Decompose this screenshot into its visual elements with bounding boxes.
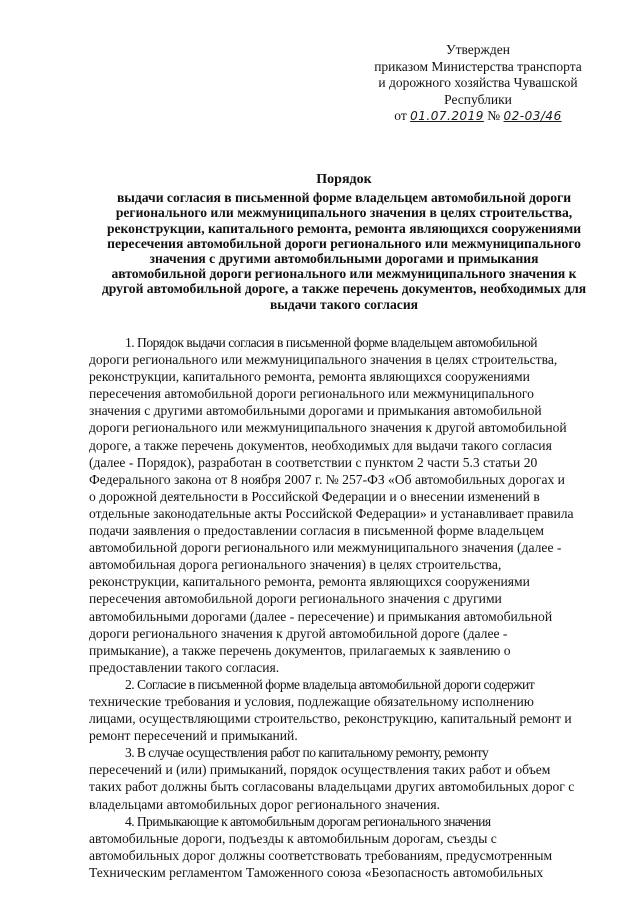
paragraph-line: 2. Согласие в письменной форме владельца автомобильной дороги содержит	[125, 676, 535, 692]
title-line: другой автомобильной дороге, а также перечень документов, необходимых для	[101, 281, 587, 297]
paragraph-line: дороге, а также перечень документов, необходимых для выдачи такого согласия	[89, 437, 552, 453]
paragraph-2	[89, 676, 603, 744]
approval-line: приказом Министерства транспорта	[374, 58, 582, 74]
paragraph-line: автомобильная дорога регионального значения) в целях строительства,	[89, 557, 502, 573]
document-title	[84, 172, 604, 312]
paragraph-1	[89, 334, 603, 676]
paragraph-line: подачи заявления о предоставлении согласия в письменной форме владельцем	[89, 523, 545, 539]
title-line: регионального или межмуниципального значения в целях строительства,	[115, 205, 573, 221]
title-line: выдачи согласия в письменной форме владельцем автомобильной дороги	[116, 190, 572, 206]
paragraph-line: Техническим регламентом Таможенного союза «Безопасность автомобильных	[89, 864, 544, 880]
paragraph-line: пересечений и (или) примыканий, порядок осуществления таких работ и объем	[89, 762, 551, 778]
paragraph-line: технические требования и условия, подлежащие обязательному исполнению	[89, 693, 534, 709]
approval-line: Утвержден	[446, 42, 510, 57]
paragraph-line: значения с другими автомобильными дорогами и примыкания автомобильной	[89, 403, 542, 419]
order-number: 02-03/46	[503, 109, 562, 123]
paragraph-line: автомобильной дороги регионального или межмуниципального значения (далее -	[89, 540, 562, 556]
paragraph-line: 4. Примыкающие к автомобильным дорогам регионального значения	[125, 813, 491, 829]
paragraph-line: примыкание), а также перечень документов, прилагаемых к заявлению о	[89, 642, 511, 658]
paragraph-line: таких работ должны быть согласованы владельцами других автомобильных дорог с	[89, 779, 575, 795]
title-line: значения с другими автомобильными дорогами и примыкания	[149, 251, 539, 267]
paragraph-line: владельцами автомобильных дорог регионального значения.	[89, 796, 441, 812]
paragraph-line: о дорожной деятельности в Российской Федерации и о внесении изменений в	[89, 488, 540, 504]
paragraph-line: реконструкции, капитального ремонта, ремонта являющихся сооружениями	[89, 369, 530, 385]
paragraph-line: отдельные законодательные акты Российской Федерации» и устанавливает правила	[89, 505, 574, 521]
title-line: реконструкции, капитального ремонта, ремонта являющихся сооружениями	[106, 220, 582, 236]
paragraph-line: предоставлении такого согласия.	[89, 659, 280, 675]
paragraph-line: 1. Порядок выдачи согласия в письменной форме владельцем автомобильной	[125, 335, 538, 350]
paragraph-line: дороги регионального значения к другой автомобильной дороге (далее -	[89, 625, 508, 641]
paragraph-line: дороги регионального или межмуниципального значения в целях строительства,	[89, 352, 558, 368]
paragraph-line: Федерального закона от 8 ноября 2007 г. № 257-ФЗ «Об автомобильных дорогах и	[89, 471, 565, 487]
title-line: пересечения автомобильной дороги регионального или межмуниципального	[107, 235, 581, 251]
approval-line: и дорожного хозяйства Чувашской	[378, 75, 578, 90]
order-date: 01.07.2019	[410, 109, 484, 123]
document-body	[89, 334, 603, 881]
paragraph-line: пересечения автомобильной дороги регионального значения с другими	[89, 591, 502, 607]
order-number-label: №	[487, 108, 501, 123]
paragraph-line: ремонт пересечений и примыканий.	[89, 728, 298, 744]
paragraph-4	[89, 813, 603, 881]
approval-line: Республики	[444, 91, 512, 107]
paragraph-line: дороги регионального или межмуниципального значения к другой автомобильной	[89, 420, 567, 436]
paragraph-line: пересечения автомобильной дороги регионального или межмуниципального	[89, 386, 534, 402]
paragraph-line: реконструкции, капитального ремонта, ремонта являющихся сооружениями	[89, 574, 530, 590]
order-date-prefix: от	[394, 108, 407, 123]
title-line: автомобильной дороги регионального или межмуниципального значения к	[111, 266, 577, 282]
paragraph-line: 3. В случае осуществления работ по капитальному ремонту, ремонту	[125, 745, 489, 761]
approval-stamp	[358, 42, 598, 125]
paragraph-line: автомобильными дорогами (далее - пересечение) и примыкания автомобильной	[89, 608, 553, 624]
title-line: выдачи такого согласия	[269, 296, 419, 312]
title-heading: Порядок	[316, 172, 372, 187]
paragraph-3	[89, 744, 603, 812]
approval-order-ref	[358, 108, 598, 125]
paragraph-line: автомобильных дорог должны соответствовать требованиям, предусмотренным	[89, 847, 553, 863]
paragraph-line: (далее - Порядок), разработан в соответствии с пунктом 2 части 5.3 статьи 20	[89, 454, 538, 470]
paragraph-line: автомобильные дороги, подъезды к автомобильным дорогам, съезды с	[89, 830, 497, 846]
paragraph-line: лицами, осуществляющими строительство, реконструкцию, капитальный ремонт и	[89, 711, 572, 727]
